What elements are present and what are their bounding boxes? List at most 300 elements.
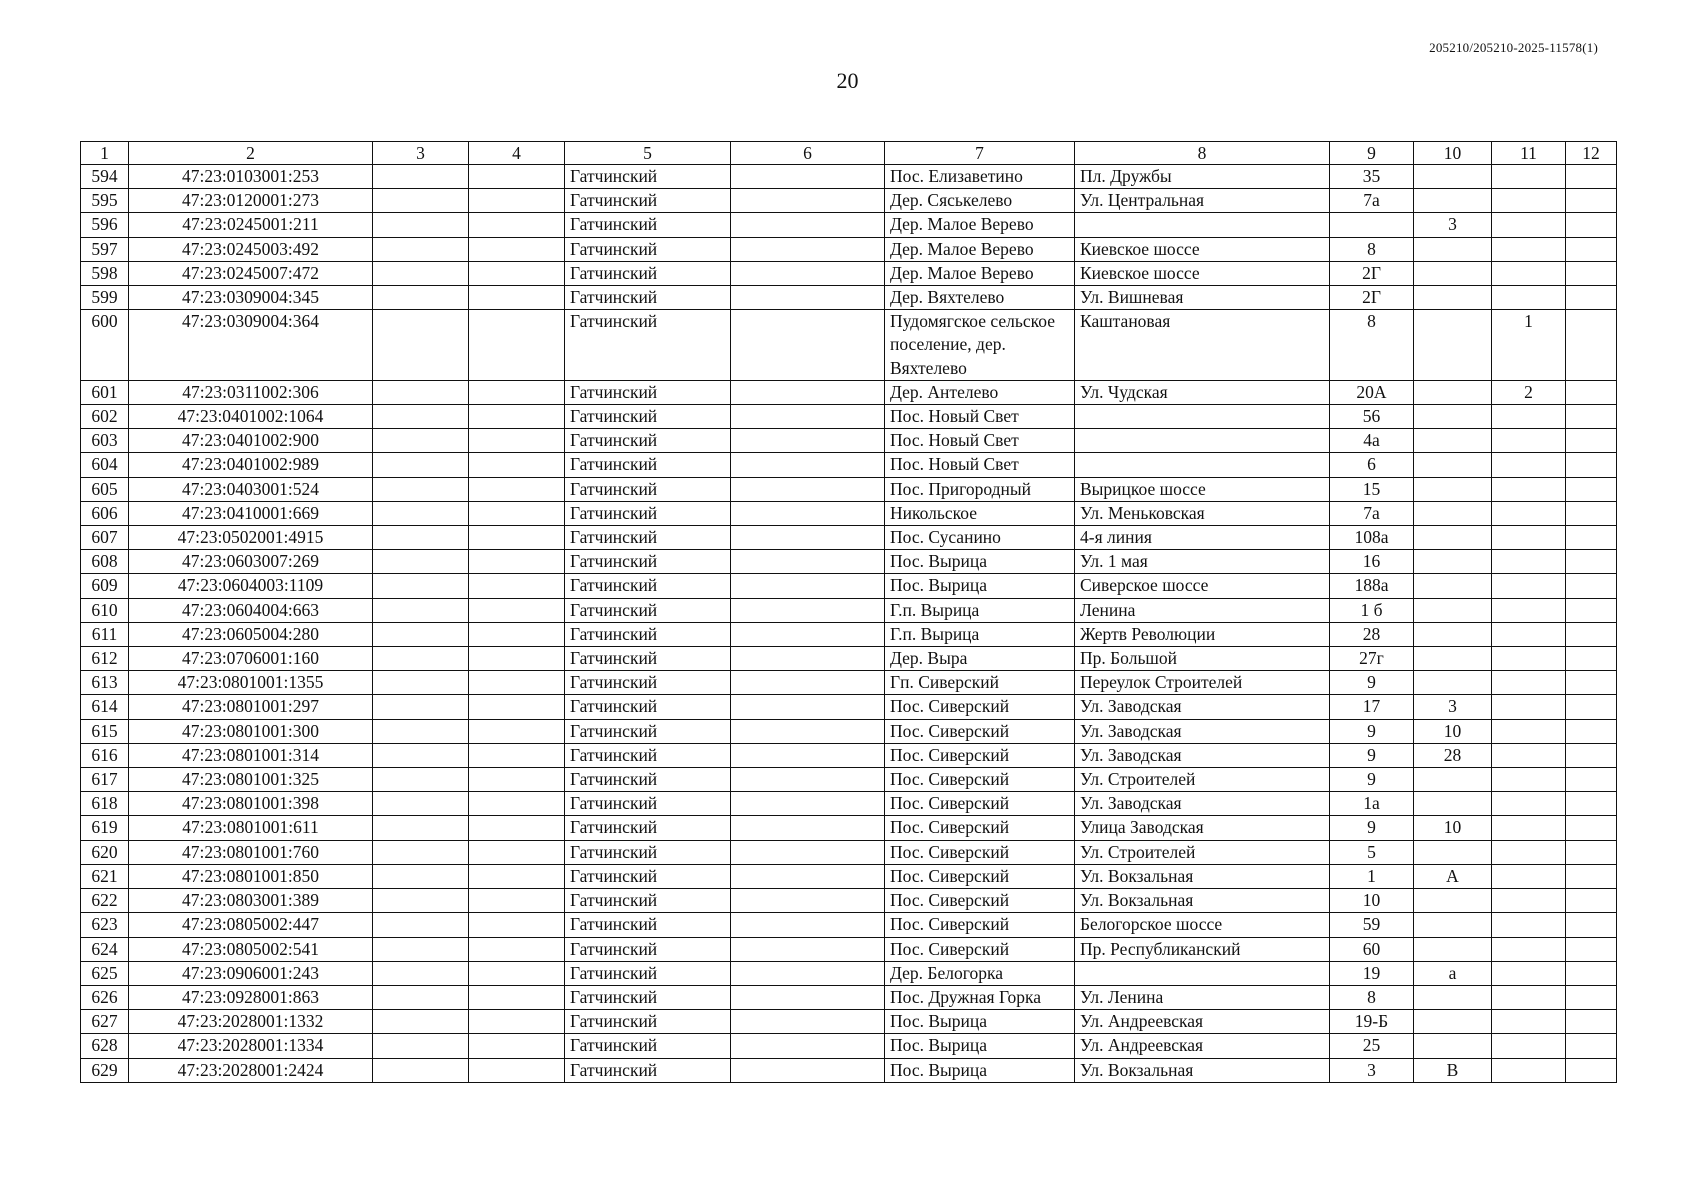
table-header-row [81, 142, 1617, 165]
cell-col-4 [469, 550, 565, 574]
cell-col-3 [373, 213, 469, 237]
cell-col-6 [731, 189, 885, 213]
table-row [81, 985, 1617, 1009]
table-body [81, 165, 1617, 1083]
cell-col-9: 60 [1330, 937, 1414, 961]
cell-col-10 [1414, 550, 1492, 574]
column-header-3: 3 [373, 142, 469, 165]
cell-col-2: 47:23:0245007:472 [129, 261, 373, 285]
cell-col-2: 47:23:0801001:297 [129, 695, 373, 719]
cell-col-3 [373, 453, 469, 477]
cell-col-6 [731, 213, 885, 237]
cell-col-4 [469, 574, 565, 598]
cell-col-5: Гатчинский [565, 985, 731, 1009]
cell-col-9: 9 [1330, 671, 1414, 695]
cell-col-9: 7а [1330, 189, 1414, 213]
cell-col-11 [1492, 695, 1566, 719]
cell-col-8: Ул. Чудская [1075, 380, 1330, 404]
cell-col-1: 595 [81, 189, 129, 213]
cell-col-12 [1566, 286, 1617, 310]
cell-col-5: Гатчинский [565, 213, 731, 237]
cell-col-4 [469, 985, 565, 1009]
cell-col-8: Ул. Андреевская [1075, 1034, 1330, 1058]
column-header-9: 9 [1330, 142, 1414, 165]
cell-col-9: 8 [1330, 985, 1414, 1009]
table-row [81, 526, 1617, 550]
cell-col-11 [1492, 501, 1566, 525]
cell-col-11 [1492, 864, 1566, 888]
cell-col-4 [469, 792, 565, 816]
cell-col-8 [1075, 453, 1330, 477]
table-row [81, 913, 1617, 937]
cell-col-3 [373, 743, 469, 767]
cell-col-8: Киевское шоссе [1075, 261, 1330, 285]
cell-col-7: Никольское [885, 501, 1075, 525]
cell-col-5: Гатчинский [565, 261, 731, 285]
cell-col-10 [1414, 889, 1492, 913]
cell-col-11 [1492, 1010, 1566, 1034]
cell-col-5: Гатчинский [565, 743, 731, 767]
cell-col-3 [373, 429, 469, 453]
cell-col-9: 59 [1330, 913, 1414, 937]
cell-col-7: Пос. Вырица [885, 550, 1075, 574]
cell-col-7: Пос. Сиверский [885, 792, 1075, 816]
cell-col-2: 47:23:0309004:364 [129, 310, 373, 381]
table-row [81, 477, 1617, 501]
table-row [81, 574, 1617, 598]
cell-col-7: Пос. Сиверский [885, 743, 1075, 767]
cell-col-9: 5 [1330, 840, 1414, 864]
cell-col-3 [373, 913, 469, 937]
cell-col-4 [469, 937, 565, 961]
cell-col-9: 7а [1330, 501, 1414, 525]
table-row [81, 719, 1617, 743]
table-row [81, 1034, 1617, 1058]
cell-col-10 [1414, 840, 1492, 864]
cell-col-8: Ленина [1075, 598, 1330, 622]
column-header-2: 2 [129, 142, 373, 165]
cell-col-3 [373, 840, 469, 864]
table-row [81, 501, 1617, 525]
cell-col-11 [1492, 286, 1566, 310]
cell-col-6 [731, 1034, 885, 1058]
cell-col-11 [1492, 816, 1566, 840]
cell-col-7: Пос. Вырица [885, 1058, 1075, 1082]
cell-col-5: Гатчинский [565, 1010, 731, 1034]
cell-col-3 [373, 237, 469, 261]
cell-col-12 [1566, 1034, 1617, 1058]
cell-col-4 [469, 695, 565, 719]
cell-col-5: Гатчинский [565, 695, 731, 719]
cell-col-9: 2Г [1330, 286, 1414, 310]
cell-col-9: 8 [1330, 237, 1414, 261]
cell-col-4 [469, 286, 565, 310]
table-row [81, 647, 1617, 671]
cell-col-5: Гатчинский [565, 453, 731, 477]
cell-col-5: Гатчинский [565, 477, 731, 501]
cell-col-4 [469, 501, 565, 525]
cell-col-9: 4а [1330, 429, 1414, 453]
cell-col-7: Дер. Малое Верево [885, 237, 1075, 261]
cell-col-2: 47:23:0245003:492 [129, 237, 373, 261]
cell-col-10 [1414, 237, 1492, 261]
cell-col-12 [1566, 310, 1617, 381]
cell-col-2: 47:23:0401002:989 [129, 453, 373, 477]
cell-col-8: Ул. Заводская [1075, 719, 1330, 743]
cell-col-3 [373, 864, 469, 888]
cell-col-10 [1414, 429, 1492, 453]
cell-col-12 [1566, 380, 1617, 404]
cell-col-10 [1414, 477, 1492, 501]
cell-col-1: 601 [81, 380, 129, 404]
cell-col-12 [1566, 1010, 1617, 1034]
cell-col-1: 615 [81, 719, 129, 743]
cell-col-5: Гатчинский [565, 864, 731, 888]
cell-col-4 [469, 380, 565, 404]
cell-col-12 [1566, 261, 1617, 285]
cell-col-11 [1492, 453, 1566, 477]
cell-col-5: Гатчинский [565, 622, 731, 646]
cell-col-6 [731, 937, 885, 961]
table-row [81, 961, 1617, 985]
cell-col-7: Пос. Новый Свет [885, 429, 1075, 453]
cell-col-6 [731, 671, 885, 695]
cell-col-2: 47:23:0801001:325 [129, 768, 373, 792]
cell-col-8: Белогорское шоссе [1075, 913, 1330, 937]
cell-col-3 [373, 792, 469, 816]
cell-col-6 [731, 286, 885, 310]
cell-col-11 [1492, 768, 1566, 792]
cell-col-6 [731, 695, 885, 719]
cell-col-8: Жертв Революции [1075, 622, 1330, 646]
cell-col-10: 10 [1414, 719, 1492, 743]
cell-col-8: Ул. Меньковская [1075, 501, 1330, 525]
cell-col-5: Гатчинский [565, 237, 731, 261]
cell-col-2: 47:23:0309004:345 [129, 286, 373, 310]
cell-col-12 [1566, 501, 1617, 525]
cell-col-5: Гатчинский [565, 647, 731, 671]
cell-col-4 [469, 1034, 565, 1058]
cell-col-2: 47:23:0803001:389 [129, 889, 373, 913]
table-row [81, 189, 1617, 213]
cell-col-10 [1414, 913, 1492, 937]
cell-col-6 [731, 165, 885, 189]
cell-col-7: Дер. Малое Верево [885, 213, 1075, 237]
cell-col-9: 19-Б [1330, 1010, 1414, 1034]
cell-col-10 [1414, 622, 1492, 646]
cell-col-5: Гатчинский [565, 429, 731, 453]
cell-col-11 [1492, 961, 1566, 985]
column-header-8: 8 [1075, 142, 1330, 165]
cell-col-11 [1492, 477, 1566, 501]
cell-col-3 [373, 961, 469, 985]
table-row [81, 864, 1617, 888]
cell-col-1: 597 [81, 237, 129, 261]
cell-col-8: Ул. 1 мая [1075, 550, 1330, 574]
cell-col-5: Гатчинский [565, 1058, 731, 1082]
cell-col-3 [373, 647, 469, 671]
cell-col-8: Ул. Вокзальная [1075, 1058, 1330, 1082]
cell-col-6 [731, 985, 885, 1009]
column-header-10: 10 [1414, 142, 1492, 165]
cell-col-9: 35 [1330, 165, 1414, 189]
cell-col-2: 47:23:0801001:300 [129, 719, 373, 743]
cell-col-6 [731, 889, 885, 913]
cell-col-10: 10 [1414, 816, 1492, 840]
cell-col-9: 20А [1330, 380, 1414, 404]
cell-col-3 [373, 598, 469, 622]
cell-col-12 [1566, 453, 1617, 477]
cell-col-11: 1 [1492, 310, 1566, 381]
cell-col-6 [731, 816, 885, 840]
cell-col-6 [731, 1010, 885, 1034]
cell-col-3 [373, 574, 469, 598]
cell-col-12 [1566, 213, 1617, 237]
cell-col-10 [1414, 380, 1492, 404]
cell-col-9: 188а [1330, 574, 1414, 598]
cell-col-2: 47:23:0801001:1355 [129, 671, 373, 695]
table-row [81, 695, 1617, 719]
cell-col-3 [373, 937, 469, 961]
cell-col-9: 15 [1330, 477, 1414, 501]
cell-col-8: Каштановая [1075, 310, 1330, 381]
cell-col-5: Гатчинский [565, 671, 731, 695]
cell-col-10: 3 [1414, 213, 1492, 237]
cell-col-10 [1414, 985, 1492, 1009]
cell-col-10 [1414, 1010, 1492, 1034]
cell-col-12 [1566, 550, 1617, 574]
cell-col-11 [1492, 574, 1566, 598]
cell-col-11 [1492, 405, 1566, 429]
cell-col-2: 47:23:0605004:280 [129, 622, 373, 646]
cell-col-3 [373, 286, 469, 310]
cell-col-1: 600 [81, 310, 129, 381]
cell-col-3 [373, 189, 469, 213]
cell-col-6 [731, 1058, 885, 1082]
cell-col-4 [469, 1010, 565, 1034]
cell-col-2: 47:23:0805002:447 [129, 913, 373, 937]
cell-col-12 [1566, 719, 1617, 743]
cell-col-12 [1566, 889, 1617, 913]
cell-col-8: Улица Заводская [1075, 816, 1330, 840]
table-row [81, 937, 1617, 961]
cell-col-2: 47:23:0403001:524 [129, 477, 373, 501]
cell-col-8: Ул. Строителей [1075, 840, 1330, 864]
cell-col-1: 627 [81, 1010, 129, 1034]
cell-col-11 [1492, 743, 1566, 767]
cell-col-11 [1492, 985, 1566, 1009]
cell-col-12 [1566, 477, 1617, 501]
cell-col-11 [1492, 550, 1566, 574]
cell-col-11 [1492, 429, 1566, 453]
cell-col-8: Ул. Центральная [1075, 189, 1330, 213]
cell-col-9: 9 [1330, 816, 1414, 840]
cell-col-7: Г.п. Вырица [885, 598, 1075, 622]
cell-col-10 [1414, 286, 1492, 310]
table-row [81, 1058, 1617, 1082]
cell-col-10 [1414, 261, 1492, 285]
cell-col-5: Гатчинский [565, 526, 731, 550]
cell-col-2: 47:23:0604004:663 [129, 598, 373, 622]
cell-col-3 [373, 501, 469, 525]
cell-col-3 [373, 405, 469, 429]
cell-col-2: 47:23:0604003:1109 [129, 574, 373, 598]
cell-col-7: Пос. Сиверский [885, 816, 1075, 840]
cell-col-1: 628 [81, 1034, 129, 1058]
cell-col-8: Ул. Заводская [1075, 743, 1330, 767]
cell-col-11 [1492, 598, 1566, 622]
cell-col-11 [1492, 913, 1566, 937]
cell-col-10 [1414, 1034, 1492, 1058]
cell-col-10 [1414, 937, 1492, 961]
cell-col-1: 613 [81, 671, 129, 695]
cell-col-2: 47:23:0603007:269 [129, 550, 373, 574]
cell-col-6 [731, 622, 885, 646]
cell-col-9: 27г [1330, 647, 1414, 671]
cell-col-7: Дер. Малое Верево [885, 261, 1075, 285]
cell-col-3 [373, 816, 469, 840]
cell-col-4 [469, 671, 565, 695]
cell-col-10 [1414, 574, 1492, 598]
cell-col-7: Дер. Белогорка [885, 961, 1075, 985]
cell-col-8: Пл. Дружбы [1075, 165, 1330, 189]
cell-col-2: 47:23:0801001:611 [129, 816, 373, 840]
cell-col-2: 47:23:2028001:1334 [129, 1034, 373, 1058]
cell-col-2: 47:23:0311002:306 [129, 380, 373, 404]
cell-col-3 [373, 719, 469, 743]
cell-col-2: 47:23:0906001:243 [129, 961, 373, 985]
cell-col-2: 47:23:0401002:1064 [129, 405, 373, 429]
cell-col-1: 625 [81, 961, 129, 985]
cell-col-4 [469, 261, 565, 285]
cell-col-12 [1566, 864, 1617, 888]
cell-col-5: Гатчинский [565, 189, 731, 213]
table-row [81, 550, 1617, 574]
cell-col-7: Пос. Дружная Горка [885, 985, 1075, 1009]
cell-col-11 [1492, 671, 1566, 695]
cell-col-4 [469, 477, 565, 501]
cell-col-10 [1414, 405, 1492, 429]
cell-col-8: Ул. Вокзальная [1075, 864, 1330, 888]
cell-col-4 [469, 453, 565, 477]
cell-col-9: 108а [1330, 526, 1414, 550]
cell-col-8 [1075, 429, 1330, 453]
cell-col-4 [469, 165, 565, 189]
column-header-11: 11 [1492, 142, 1566, 165]
column-header-5: 5 [565, 142, 731, 165]
cell-col-12 [1566, 671, 1617, 695]
cell-col-3 [373, 889, 469, 913]
cell-col-2: 47:23:0410001:669 [129, 501, 373, 525]
cell-col-6 [731, 961, 885, 985]
cell-col-5: Гатчинский [565, 768, 731, 792]
cell-col-8: Сиверское шоссе [1075, 574, 1330, 598]
table-row [81, 286, 1617, 310]
cell-col-7: Пос. Вырица [885, 574, 1075, 598]
cell-col-6 [731, 310, 885, 381]
cell-col-5: Гатчинский [565, 501, 731, 525]
cell-col-4 [469, 189, 565, 213]
cell-col-7: Пос. Новый Свет [885, 453, 1075, 477]
cell-col-8: Пр. Республиканский [1075, 937, 1330, 961]
cell-col-11 [1492, 237, 1566, 261]
cell-col-5: Гатчинский [565, 840, 731, 864]
table-row [81, 743, 1617, 767]
cell-col-4 [469, 598, 565, 622]
cell-col-5: Гатчинский [565, 598, 731, 622]
cell-col-10 [1414, 647, 1492, 671]
cell-col-12 [1566, 598, 1617, 622]
cell-col-1: 618 [81, 792, 129, 816]
cell-col-4 [469, 889, 565, 913]
cell-col-11 [1492, 719, 1566, 743]
cell-col-7: Г.п. Вырица [885, 622, 1075, 646]
cell-col-12 [1566, 816, 1617, 840]
cell-col-12 [1566, 647, 1617, 671]
cell-col-9: 56 [1330, 405, 1414, 429]
cell-col-1: 612 [81, 647, 129, 671]
cell-col-3 [373, 695, 469, 719]
cell-col-9: 28 [1330, 622, 1414, 646]
cell-col-10 [1414, 526, 1492, 550]
cell-col-1: 609 [81, 574, 129, 598]
cell-col-5: Гатчинский [565, 913, 731, 937]
cell-col-1: 599 [81, 286, 129, 310]
table-row [81, 310, 1617, 381]
cell-col-2: 47:23:0120001:273 [129, 189, 373, 213]
cell-col-5: Гатчинский [565, 286, 731, 310]
cell-col-8: Ул. Ленина [1075, 985, 1330, 1009]
cell-col-4 [469, 840, 565, 864]
cell-col-7: Пос. Сиверский [885, 695, 1075, 719]
cell-col-6 [731, 477, 885, 501]
cell-col-9: 1 [1330, 864, 1414, 888]
cell-col-9: 9 [1330, 743, 1414, 767]
cell-col-10: а [1414, 961, 1492, 985]
cell-col-8: Ул. Строителей [1075, 768, 1330, 792]
cell-col-9: 1 б [1330, 598, 1414, 622]
cell-col-10 [1414, 453, 1492, 477]
cell-col-1: 607 [81, 526, 129, 550]
table-row [81, 768, 1617, 792]
cell-col-6 [731, 743, 885, 767]
cell-col-6 [731, 864, 885, 888]
table-row [81, 840, 1617, 864]
cell-col-1: 608 [81, 550, 129, 574]
cell-col-9: 9 [1330, 719, 1414, 743]
cell-col-6 [731, 768, 885, 792]
cell-col-6 [731, 792, 885, 816]
cell-col-9: 17 [1330, 695, 1414, 719]
cell-col-7: Пос. Сусанино [885, 526, 1075, 550]
cell-col-10 [1414, 501, 1492, 525]
cell-col-3 [373, 671, 469, 695]
table-row [81, 165, 1617, 189]
cell-col-7: Пос. Пригородный [885, 477, 1075, 501]
cell-col-10 [1414, 768, 1492, 792]
cell-col-9: 10 [1330, 889, 1414, 913]
cell-col-4 [469, 864, 565, 888]
cell-col-1: 626 [81, 985, 129, 1009]
cell-col-9: 16 [1330, 550, 1414, 574]
cell-col-12 [1566, 526, 1617, 550]
table-row [81, 598, 1617, 622]
cell-col-2: 47:23:0401002:900 [129, 429, 373, 453]
cell-col-2: 47:23:2028001:2424 [129, 1058, 373, 1082]
cell-col-7: Дер. Вяхтелево [885, 286, 1075, 310]
cell-col-8: Ул. Вокзальная [1075, 889, 1330, 913]
cell-col-12 [1566, 743, 1617, 767]
